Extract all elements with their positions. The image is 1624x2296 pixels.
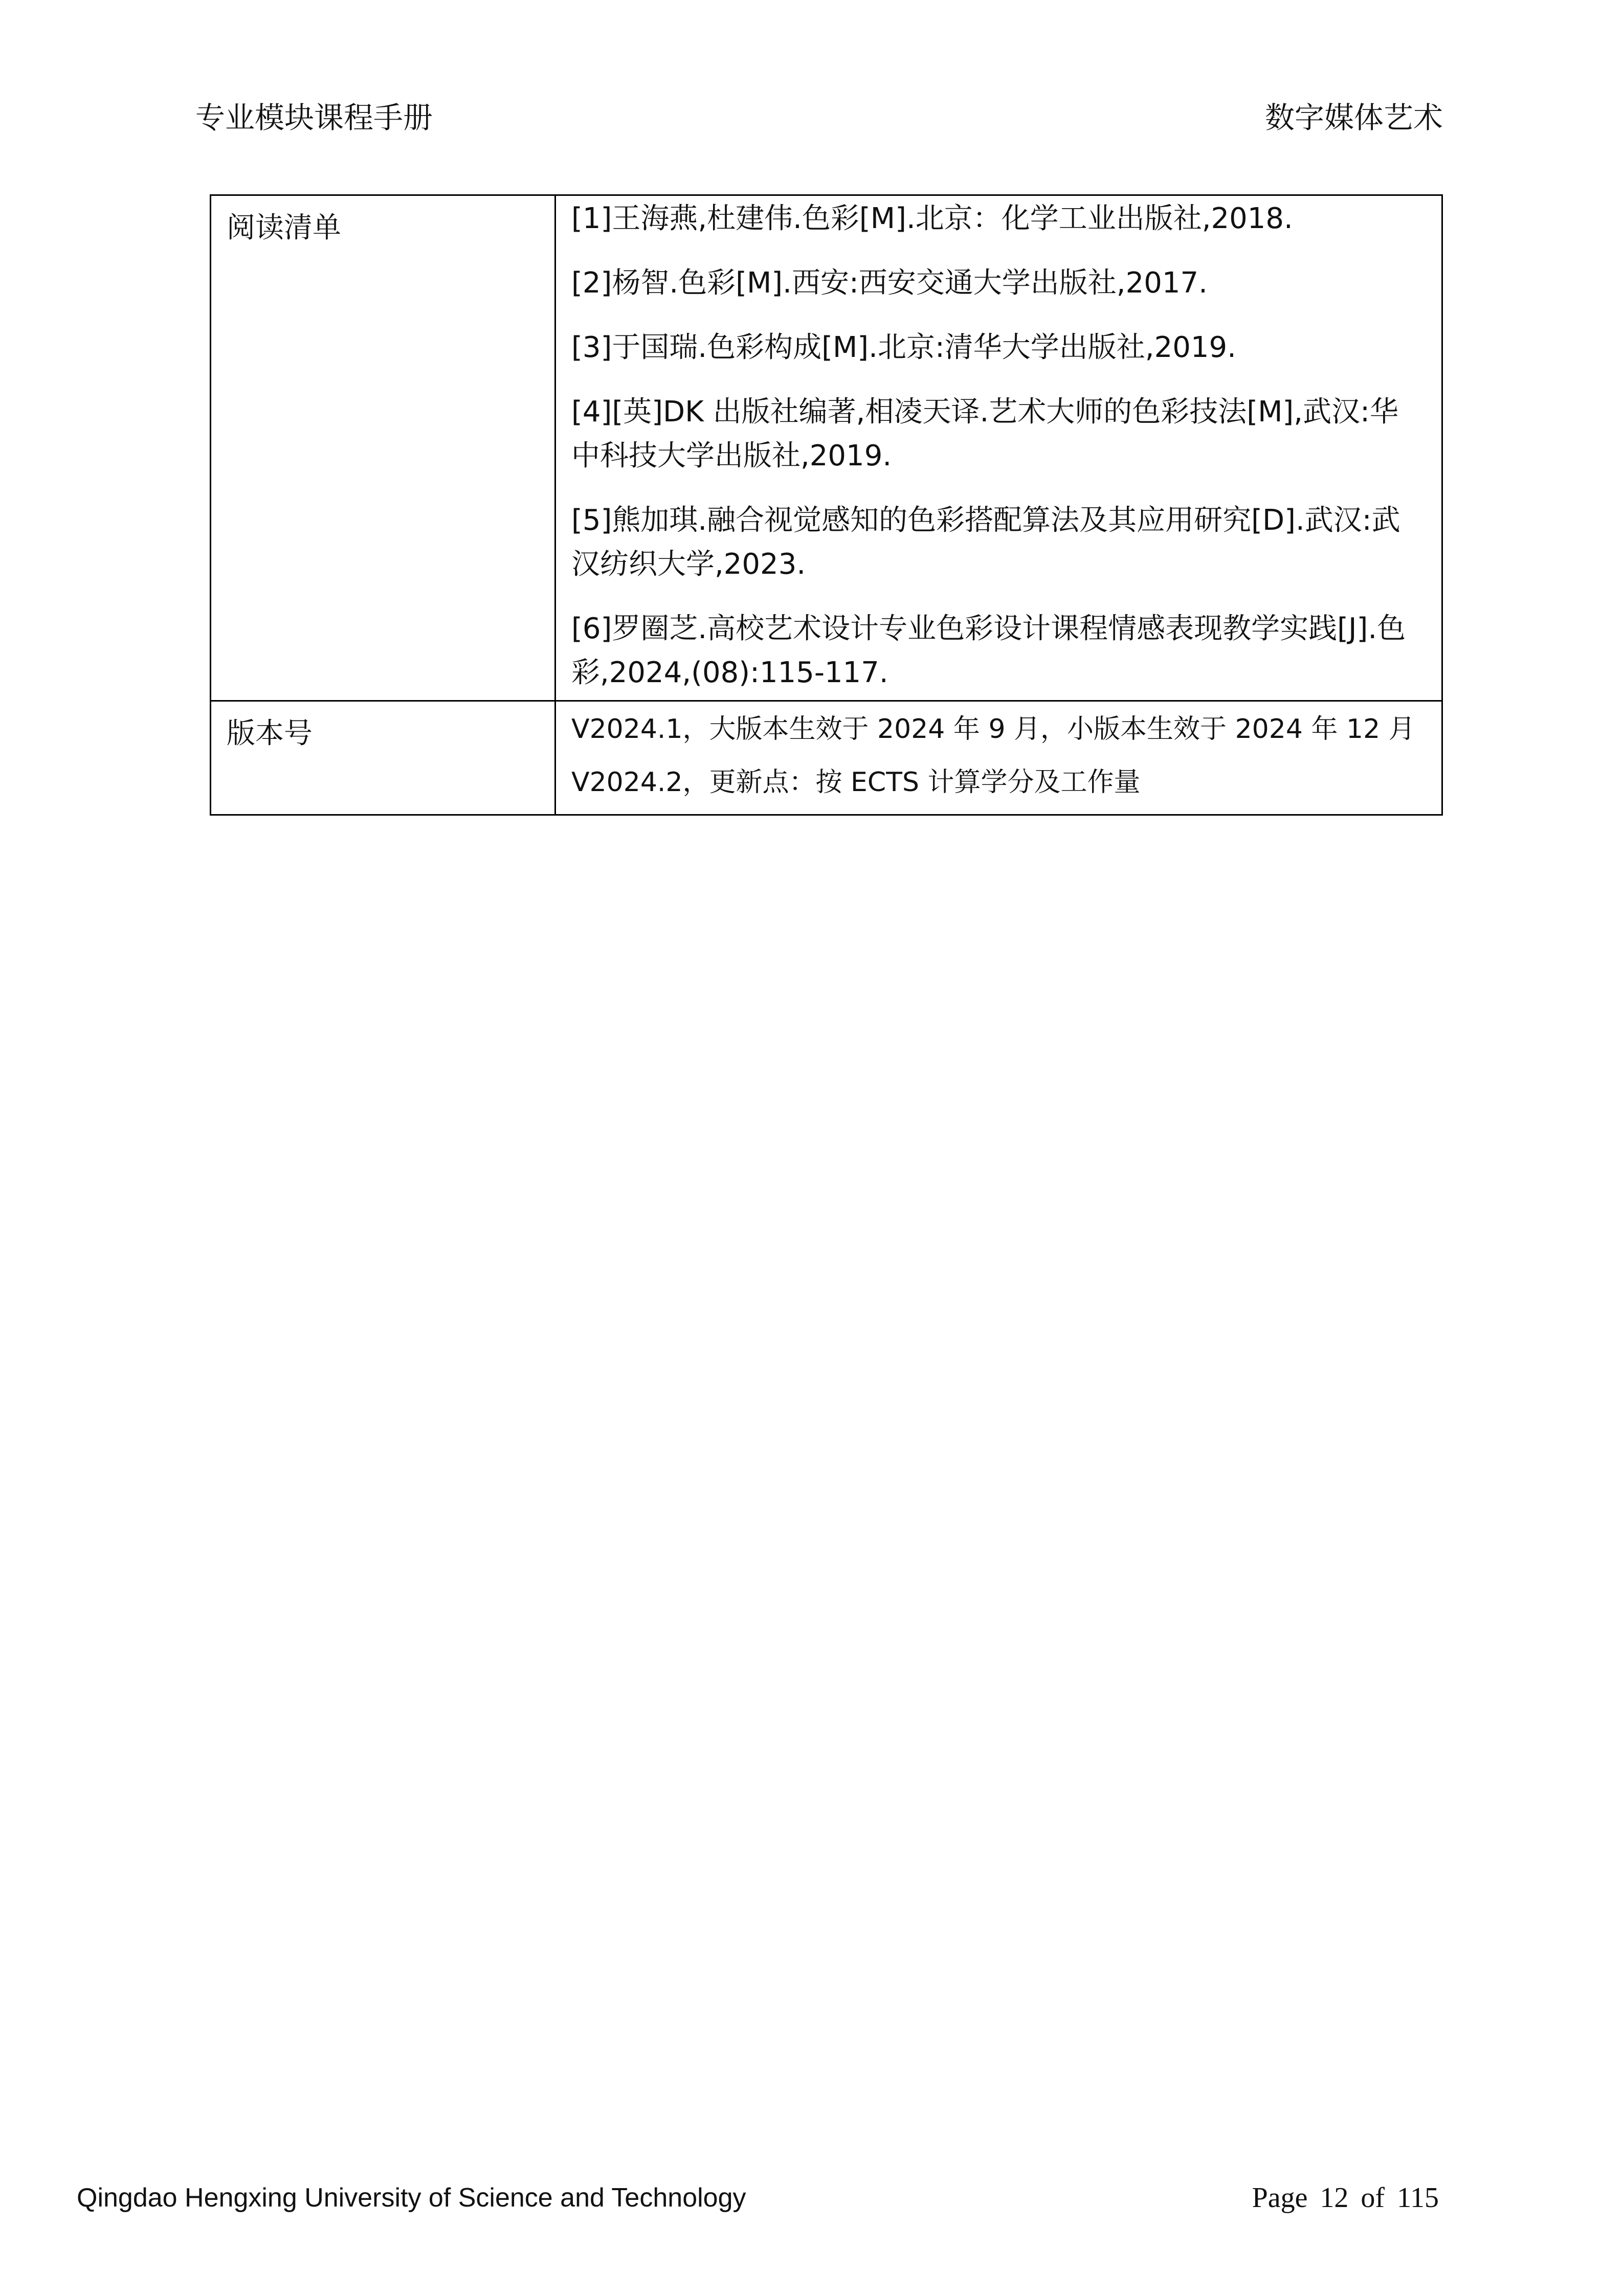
reading-list <box>571 196 1426 695</box>
reference-item: [1]王海燕,杜建伟.色彩[M].北京：化学工业出版社,2018. <box>571 202 1293 235</box>
course-info-table <box>210 194 1443 816</box>
reference-item: [6]罗圈芝.高校艺术设计专业色彩设计课程情感表现教学实践[J].色彩,2024,(08):115-117. <box>571 612 1406 689</box>
reference-item: [5]熊加琪.融合视觉感知的色彩搭配算法及其应用研究[D].武汉:武汉纺织大学,2023. <box>571 504 1400 581</box>
table-row <box>211 701 1442 815</box>
header-title: 专业模块课程手册 <box>195 100 433 135</box>
header-subject: 数字媒体艺术 <box>1264 100 1443 135</box>
version-list <box>571 702 1426 809</box>
reference-item: [4][英]DK 出版社编著,相凌天译.艺术大师的色彩技法[M],武汉:华中科技大学出版社,2019. <box>571 395 1398 472</box>
reference-item: [3]于国瑞.色彩构成[M].北京:清华大学出版社,2019. <box>571 331 1236 364</box>
page-number: Page 12 of 115 <box>1252 2182 1439 2214</box>
version-label: 版本号 <box>211 701 555 815</box>
version-entry: V2024.2，更新点：按 ECTS 计算学分及工作量 <box>571 767 1141 798</box>
version-cell <box>555 701 1442 815</box>
footer-university: Qingdao Hengxing University of Science and Technology <box>77 2183 746 2213</box>
version-entry: V2024.1，大版本生效于 2024 年 9 月，小版本生效于 2024 年 12 月 <box>571 714 1415 745</box>
table-row <box>211 195 1442 701</box>
reading-list-cell <box>555 195 1442 701</box>
reading-list-label: 阅读清单 <box>211 195 555 701</box>
reference-item: [2]杨智.色彩[M].西安:西安交通大学出版社,2017. <box>571 266 1208 300</box>
